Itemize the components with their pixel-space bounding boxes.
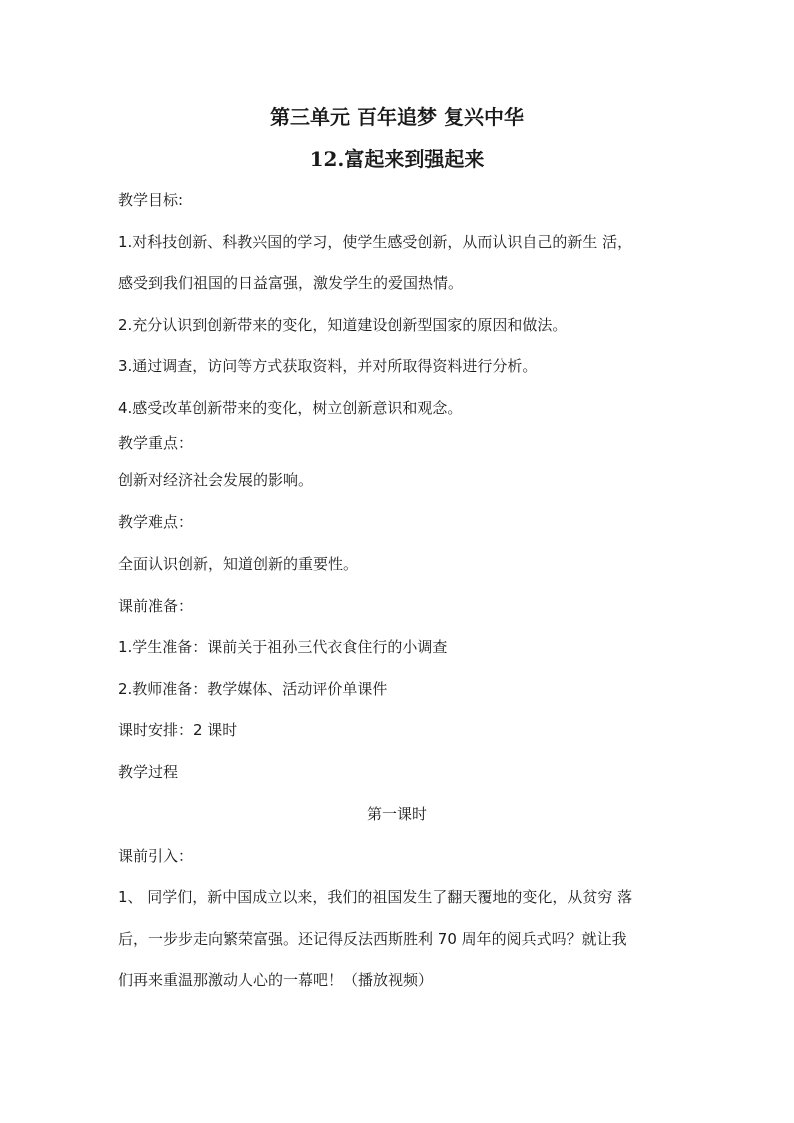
goals-heading: 教学目标: — [118, 191, 184, 209]
goal-line-2: 感受到我们祖国的日益富强，激发学生的爱国热情。 — [118, 274, 464, 292]
first-lesson-heading: 第一课时 — [366, 805, 427, 823]
prep-item-1: 1.学生准备：课前关于祖孙三代衣食住行的小调查 — [118, 638, 448, 656]
goal-line-3: 2.充分认识到创新带来的变化，知道建设创新型国家的原因和做法。 — [118, 316, 568, 334]
difficulties-heading: 教学难点： — [118, 513, 194, 531]
schedule-text: 课时安排：2 课时 — [118, 721, 238, 739]
intro-heading: 课前引入： — [118, 847, 194, 865]
intro-line-2: 后，一步步走向繁荣富强。还记得反法西斯胜利 70 周年的阅兵式吗？就让我 — [118, 930, 627, 948]
intro-line-1: 1、 同学们，新中国成立以来，我们的祖国发生了翻天覆地的变化，从贫穷 落 — [118, 888, 633, 906]
key-points-text: 创新对经济社会发展的影响。 — [118, 471, 314, 489]
goal-line-5: 4.感受改革创新带来的变化，树立创新意识和观念。 — [118, 399, 463, 417]
prep-item-2: 2.教师准备：教学媒体、活动评价单课件 — [118, 680, 388, 698]
key-points-heading: 教学重点： — [118, 434, 194, 452]
intro-line-3: 们再来重温那激动人心的一幕吧！（播放视频） — [118, 971, 434, 989]
process-heading: 教学过程 — [118, 763, 179, 781]
goal-line-4: 3.通过调查，访问等方式获取资料，并对所取得资料进行分析。 — [118, 357, 538, 375]
lesson-title: 12.富起来到强起来 — [309, 147, 485, 171]
goal-line-1: 1.对科技创新、科教兴国的学习，使学生感受创新，从而认识自己的新生 活， — [118, 233, 633, 251]
difficulties-text: 全面认识创新，知道创新的重要性。 — [118, 555, 359, 573]
unit-title: 第三单元 百年追梦 复兴中华 — [270, 105, 524, 129]
prep-heading: 课前准备： — [118, 597, 194, 615]
